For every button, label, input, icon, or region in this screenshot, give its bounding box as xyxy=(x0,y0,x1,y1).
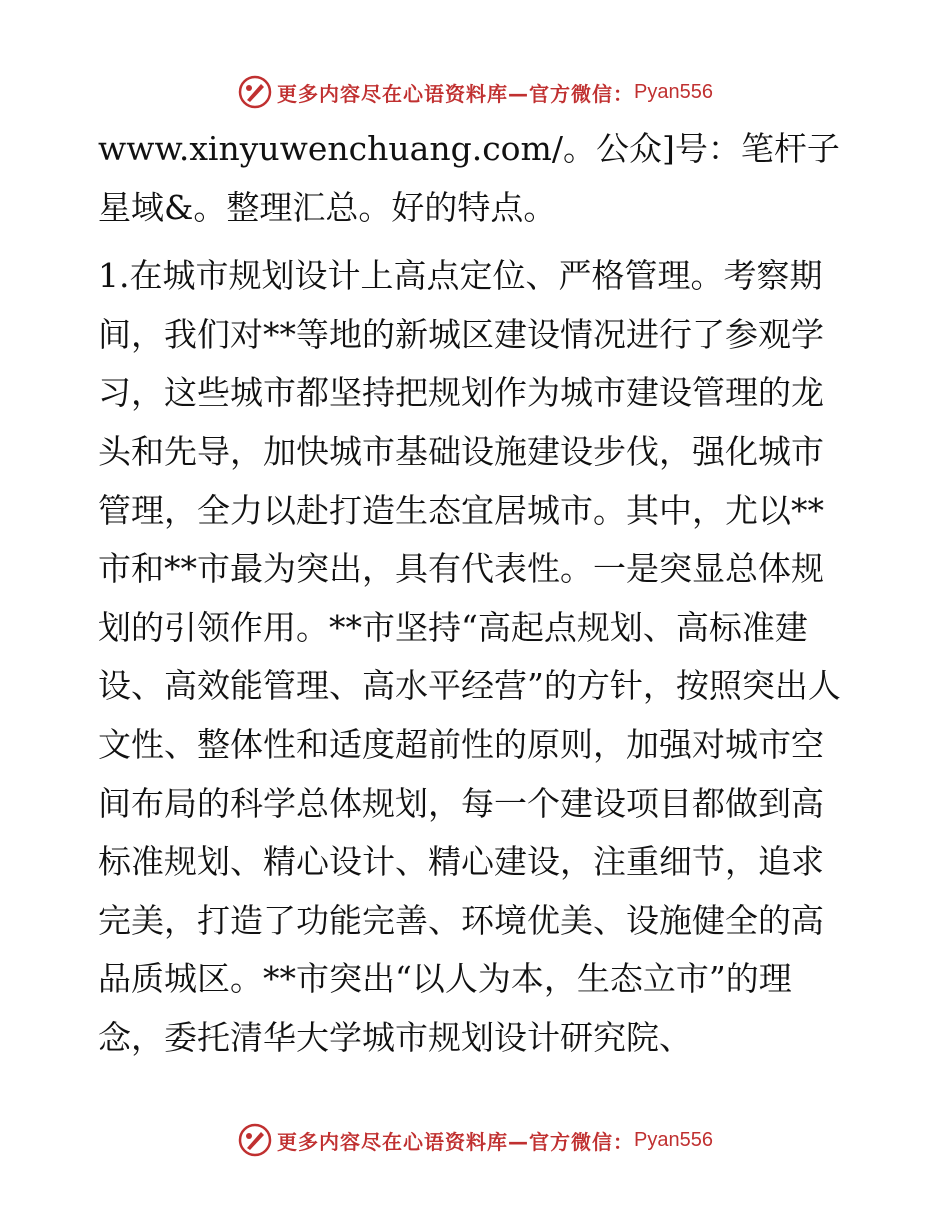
quill-logo-icon xyxy=(237,74,273,110)
watermark-text: 更多内容尽在心语资料库—官方微信： xyxy=(277,81,635,106)
paragraph-intro: www.xinyuwenchuang.com/。公众]号：笔杆子星域&。整理汇总。好的特点。 xyxy=(98,129,840,227)
watermark-wechat-id: Pyan556 xyxy=(634,1128,713,1151)
quill-logo-icon xyxy=(237,1122,273,1158)
header-watermark xyxy=(0,70,950,114)
watermark-text: 更多内容尽在心语资料库—官方微信： xyxy=(277,1129,635,1154)
footer-watermark xyxy=(0,1118,950,1162)
watermark-wechat-id: Pyan556 xyxy=(634,80,713,103)
paragraph-planning: 1.在城市规划设计上高点定位、严格管理。考察期间，我们对**等地的新城区建设情况进行了参观学习，这些城市都坚持把规划作为城市建设管理的龙头和先导，加快城市基础设施建设步伐，强化城市管理，全力以赴打造生态宜居城市。其中，尤以**市和**市最为突出，具有代表性。一是突显总体规划的引领作用。**市坚持“高起点规划、高标准建设、高效能管理、高水平经营”的方针，按照突出人文性、整体性和适度超前性的原则，加强对城市空间布局的科学总体规划，每一个建设项目都做到高标准规划、精心设计、精心建设，注重细节，追求完美，打造了功能完善、环境优美、设施健全的高品质城区。**市突出“以人为本，生态立市”的理念，委托清华大学城市规划设计研究院、 xyxy=(98,256,841,1057)
document-body xyxy=(98,120,850,1068)
